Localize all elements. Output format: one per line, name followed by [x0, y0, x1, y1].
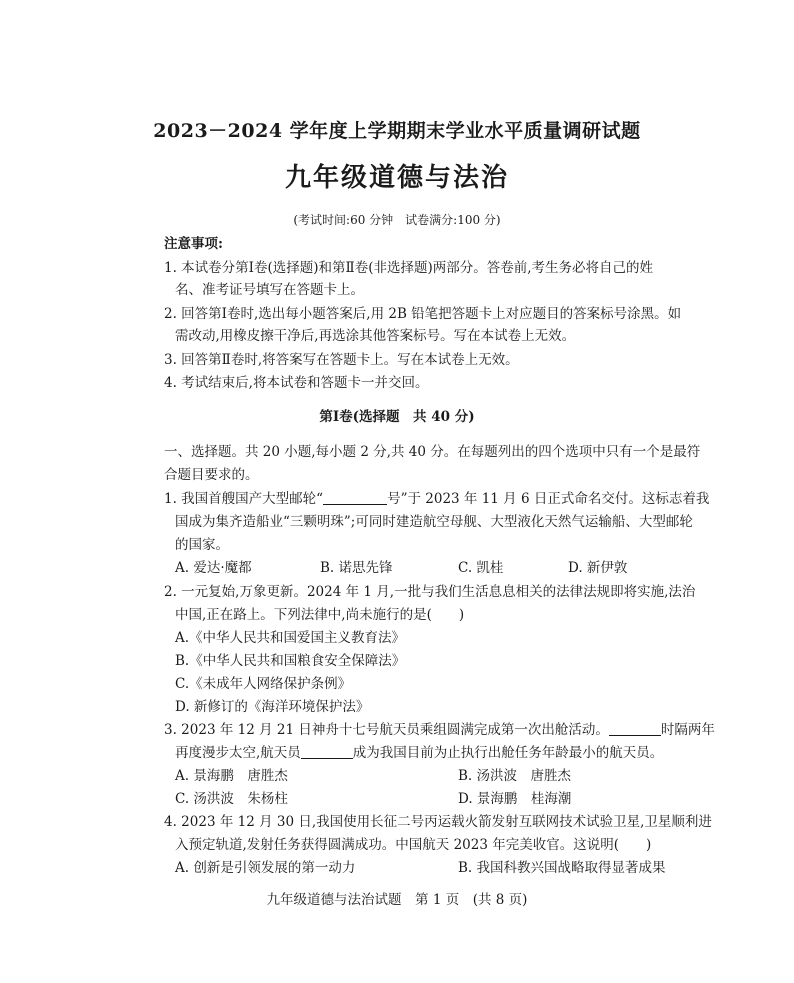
answer-blank [301, 744, 353, 759]
q1-text-b: 号”于 2023 年 11 月 6 日正式命名交付。这标志着我 [387, 491, 710, 507]
question-3-line [175, 743, 663, 763]
note-line: 2. 回答第Ⅰ卷时,选出每小题答案后,用 2B 铅笔把答题卡上对应题目的答案标号涂黑。如 [164, 306, 682, 322]
q2-option-d: D. 新修订的《海洋环境保护法》 [175, 699, 370, 715]
q4-option-a: A. 创新是引领发展的第一动力 [175, 860, 356, 876]
note-line: 4. 考试结束后,将本试卷和答题卡一并交回。 [164, 375, 429, 391]
q3-option-a: A. 景海鹏 唐胜杰 [175, 768, 288, 784]
q2-option-c: C.《未成年人网络保护条例》 [175, 676, 352, 692]
answer-blank [323, 490, 387, 505]
section-intro: 一、选择题。共 20 小题,每小题 2 分,共 40 分。在每题列出的四个选项中只有一个是最符 [164, 444, 701, 460]
question-1-line: 的国家。 [175, 537, 229, 553]
question-2-line: 2. 一元复始,万象更新。2024 年 1 月,一批与我们生活息息相关的法律法规即将实施,法治 [164, 584, 696, 600]
q1-option-b: B. 诺思先锋 [320, 560, 393, 576]
answer-blank [609, 721, 661, 736]
q1-option-c: C. 凯桂 [458, 560, 504, 576]
notes-heading: 注意事项: [164, 236, 223, 252]
q2-option-b: B.《中华人民共和国粮食安全保障法》 [175, 653, 406, 669]
question-1-line: 国成为集齐造船业“三颗明珠”;可同时建造航空母舰、大型液化天然气运输船、大型邮轮 [175, 514, 693, 530]
note-line: 1. 本试卷分第Ⅰ卷(选择题)和第Ⅱ卷(非选择题)两部分。答卷前,考生务必将自己的姓 [164, 260, 654, 276]
section-intro: 合题目要求的。 [164, 467, 259, 483]
subject-title: 九年级道德与法治 [284, 163, 509, 193]
q2-option-a: A.《中华人民共和国爱国主义教育法》 [175, 630, 406, 646]
exam-title: 2023－2024 学年度上学期期末学业水平质量调研试题 [153, 120, 641, 142]
q1-option-a: A. 爱达·魔都 [175, 560, 252, 576]
note-line: 名、准考证号填写在答题卡上。 [175, 282, 364, 298]
q3-text-a: 3. 2023 年 12 月 21 日神舟十七号航天员乘组圆满完成第一次出舱活动。 [164, 722, 609, 738]
question-2-line: 中国,正在路上。下列法律中,尚未施行的是( ) [175, 607, 465, 623]
exam-info: (考试时间:60 分钟 试卷满分:100 分) [293, 213, 501, 227]
question-1-line [164, 489, 709, 509]
q3-text-c: 再度漫步太空,航天员 [175, 745, 301, 761]
q1-text-a: 1. 我国首艘国产大型邮轮“ [164, 491, 324, 507]
q3-text-d: 成为我国目前为止执行出舱任务年龄最小的航天员。 [352, 745, 664, 761]
question-3-line [164, 720, 715, 740]
question-4-line: 4. 2023 年 12 月 30 日,我国使用长征二号丙运载火箭发射互联网技术试验卫星,卫星顺利进 [164, 814, 712, 830]
q3-option-c: C. 汤洪波 朱杨柱 [175, 791, 288, 807]
q4-option-b: B. 我国科教兴国战略取得显著成果 [458, 860, 666, 876]
q3-option-b: B. 汤洪波 唐胜杰 [458, 768, 572, 784]
note-line: 3. 回答第Ⅱ卷时,将答案写在答题卡上。写在本试卷上无效。 [164, 352, 519, 368]
q1-option-d: D. 新伊敦 [568, 560, 628, 576]
note-line: 需改动,用橡皮擦干净后,再选涂其他答案标号。写在本试卷上无效。 [175, 328, 576, 344]
q3-option-d: D. 景海鹏 桂海潮 [458, 791, 572, 807]
q3-text-b: 时隔两年 [660, 722, 715, 738]
section-title: 第Ⅰ卷(选择题 共 40 分) [319, 409, 475, 425]
page-footer: 九年级道德与法治试题 第 1 页 (共 8 页) [266, 892, 528, 908]
question-4-line: 入预定轨道,发射任务获得圆满成功。中国航天 2023 年完美收官。这说明( ) [175, 837, 652, 853]
